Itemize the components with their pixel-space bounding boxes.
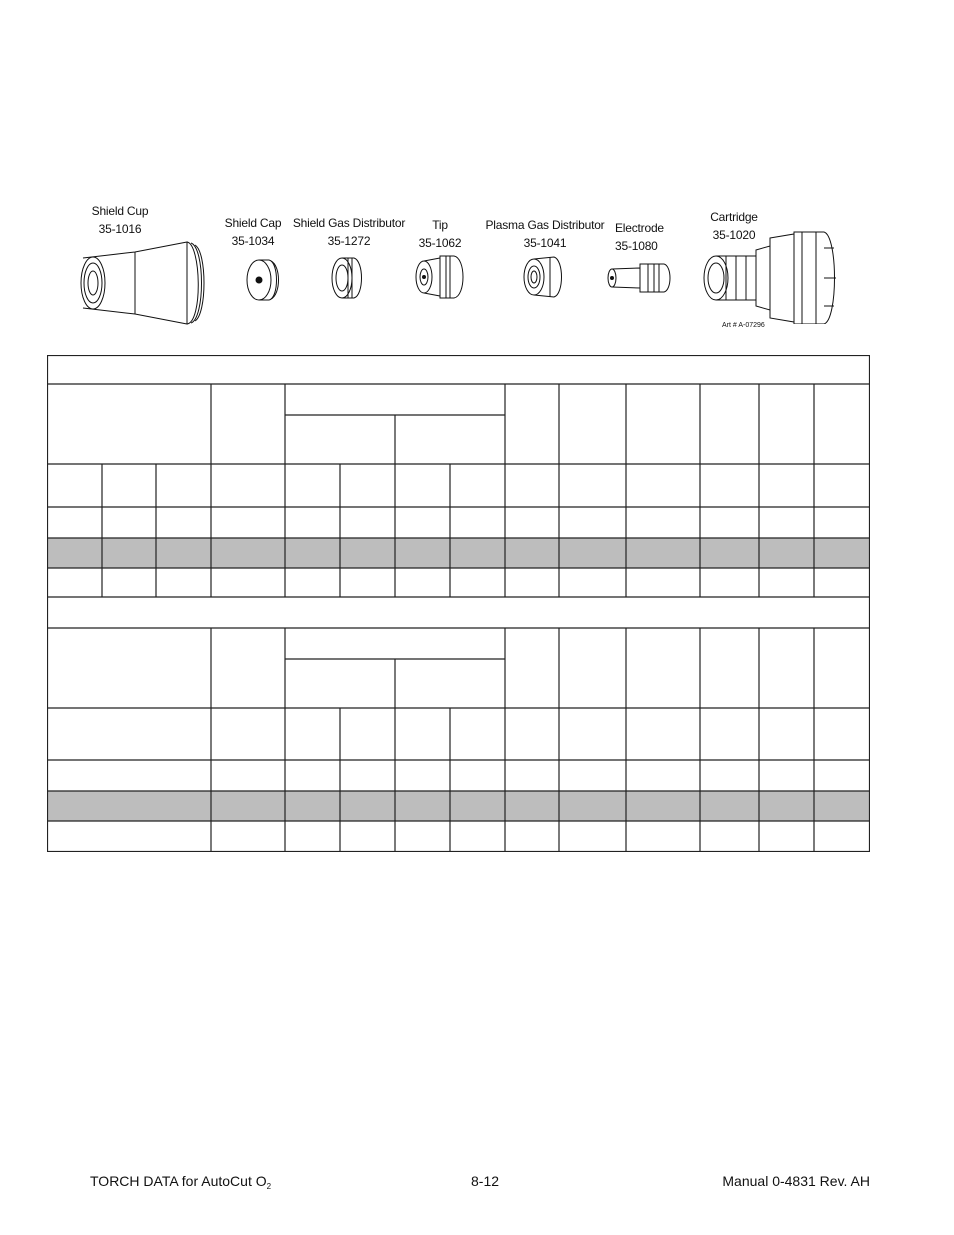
shield-cup-label [80,202,160,238]
electrode-label [615,219,683,255]
part-name: Shield Gas Distributor [292,216,406,230]
shield-gas-distributor-label [289,214,409,250]
cut-chart-table [47,355,870,852]
tip-drawing [410,252,470,302]
art-number: Art # A-07296 [722,322,765,329]
plasma-gas-distributor-drawing [520,252,568,302]
footer-title-subscript: 2 [266,1182,272,1191]
part-number: 35-1034 [231,234,275,248]
page-number: 8-12 [471,1173,500,1189]
part-name: Shield Cup [91,204,149,218]
shaded-row-2 [48,791,869,821]
footer-title [90,1173,271,1191]
shield-gas-distributor-drawing [328,253,368,303]
part-name: Plasma Gas Distributor [485,218,605,232]
part-name: Shield Cap [224,216,282,230]
manual-reference: Manual 0-4831 Rev. AH [722,1173,870,1189]
shield-cap-label [217,214,289,250]
part-name: Electrode [615,221,664,235]
shaded-rows [48,538,869,821]
table-grid [47,355,870,852]
part-number: 35-1080 [615,239,658,253]
part-name: Cartridge [710,210,758,224]
part-number: 35-1016 [98,222,142,236]
part-number: 35-1062 [418,236,462,250]
plasma-gas-distributor-label [483,216,607,252]
shield-cup-drawing [75,236,205,330]
part-number: 35-1041 [523,236,567,250]
tip-label [410,216,470,252]
footer-title-text: TORCH DATA for AutoCut O [90,1173,267,1189]
part-number: 35-1272 [327,234,371,248]
shield-cap-drawing [243,256,283,304]
part-name: Tip [432,218,448,232]
electrode-drawing [604,258,674,298]
part-number: 35-1020 [712,228,756,242]
shaded-row-1 [48,538,869,568]
cartridge-drawing [698,228,840,324]
